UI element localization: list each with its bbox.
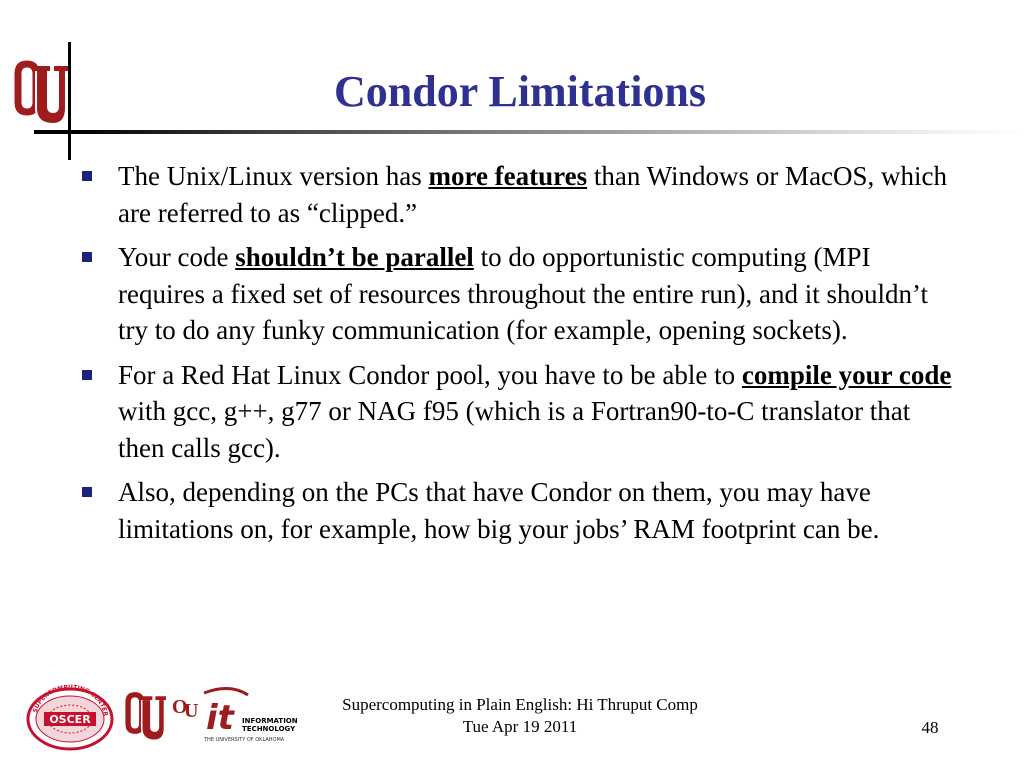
slide-title: Condor Limitations bbox=[333, 67, 707, 116]
horizontal-rule bbox=[34, 130, 1024, 134]
bullet-item bbox=[78, 158, 958, 231]
page-number: 48 bbox=[921, 718, 939, 737]
bullet-text: than Windows or MacOS, which are referred to as “clipped.” bbox=[118, 161, 948, 228]
footer-line2: Tue Apr 19 2011 bbox=[462, 717, 578, 736]
bullet-list bbox=[78, 158, 958, 555]
bullet-text: For a Red Hat Linux Condor pool, you have to be able to bbox=[118, 359, 742, 390]
bullet-text: Also, depending on the PCs that have Condor on them, you may have limitations on, for example, how big your jobs’ RAM footprint can be. bbox=[118, 477, 880, 544]
bullet-text: The Unix/Linux version has bbox=[118, 161, 429, 191]
vertical-rule bbox=[68, 42, 71, 160]
oscer-logo-icon bbox=[24, 683, 116, 751]
bullet-item bbox=[78, 239, 958, 349]
emphasized-text: compile your code bbox=[741, 359, 952, 390]
bullet-item bbox=[78, 474, 958, 547]
emphasized-text: shouldn’t be parallel bbox=[235, 242, 474, 272]
it-logo-icon bbox=[170, 683, 298, 745]
svg-text:U: U bbox=[184, 700, 199, 722]
emphasized-text: more features bbox=[428, 161, 588, 191]
ou-logo-icon bbox=[10, 56, 68, 128]
oscer-arc-text: SUPERCOMPUTING CENTER bbox=[31, 683, 109, 717]
bullet-square-icon bbox=[82, 252, 92, 262]
bullet-item bbox=[78, 357, 958, 467]
bullet-square-icon bbox=[82, 171, 92, 181]
oscer-center-text: OSCER bbox=[49, 713, 91, 726]
ou-logo-icon bbox=[122, 688, 166, 744]
bullet-text: with gcc, g++, g77 or NAG f95 (which is a Fortran90-to-C translator that then calls gcc). bbox=[118, 396, 911, 463]
it-line3: THE UNIVERSITY OF OKLAHOMA bbox=[204, 737, 285, 743]
bullet-square-icon bbox=[82, 487, 92, 497]
bullet-square-icon bbox=[82, 370, 92, 380]
it-line2: TECHNOLOGY bbox=[242, 725, 296, 733]
svg-text:O: O bbox=[172, 696, 188, 718]
footer-line1: Supercomputing in Plain English: Hi Thruput Comp bbox=[342, 695, 698, 714]
svg-text:it: it bbox=[206, 698, 234, 738]
bullet-text: Your code bbox=[118, 242, 236, 272]
footer-caption bbox=[300, 694, 740, 738]
it-line1: INFORMATION bbox=[242, 717, 298, 725]
bullet-text: to do opportunistic computing (MPI requires a fixed set of resources throughout the entire run), and it shouldn’t try to do any funky communication (for example, opening sockets). bbox=[118, 242, 929, 345]
